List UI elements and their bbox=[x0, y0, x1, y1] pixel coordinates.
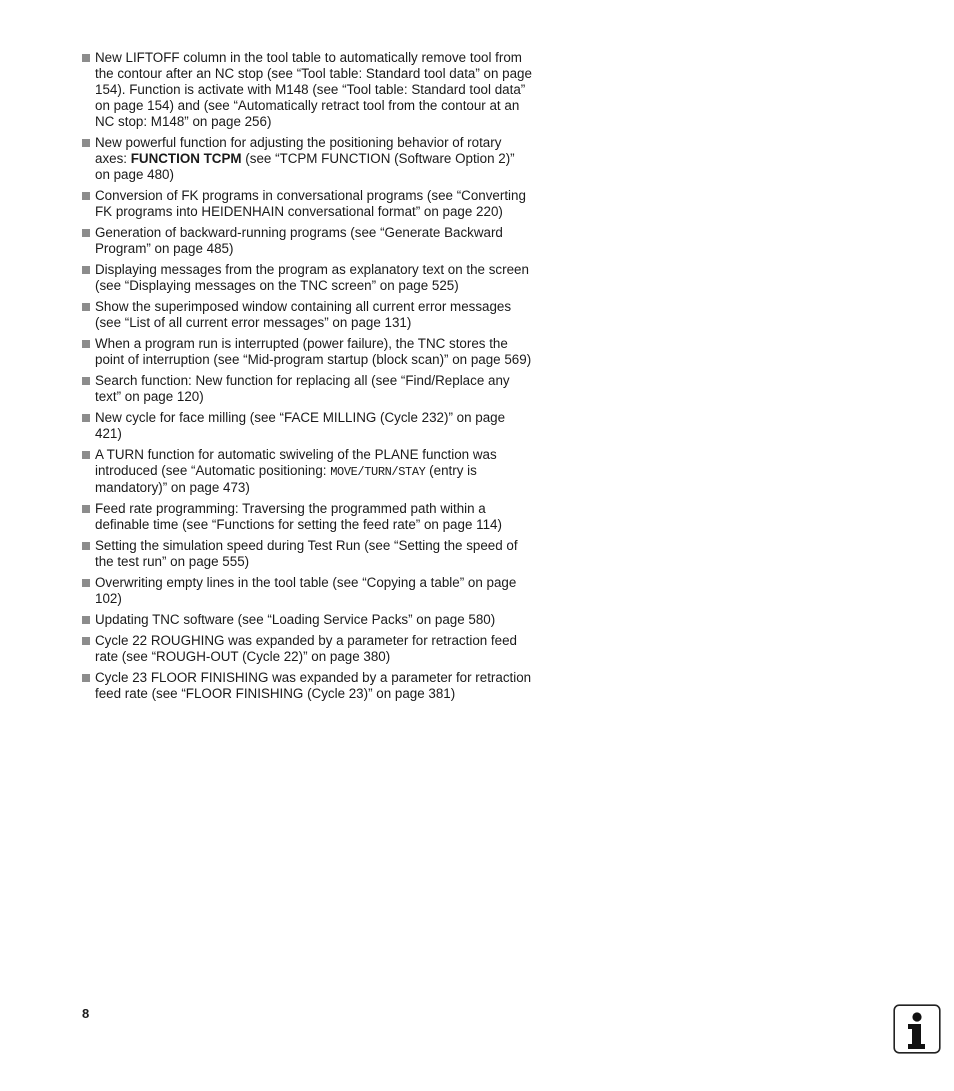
item-text: When a program run is interrupted (power failure), the TNC stores the point of interruption (see “Mid-program startup (block scan)” on page 569) bbox=[95, 336, 532, 367]
list-item bbox=[82, 262, 532, 294]
item-text: (see “TCPM FUNCTION (Software Option 2)” on page 480) bbox=[95, 151, 515, 182]
bold-keyword: FUNCTION TCPM bbox=[130, 151, 242, 166]
feature-list bbox=[82, 50, 532, 707]
info-icon bbox=[893, 1004, 941, 1054]
item-text: New LIFTOFF column in the tool table to automatically remove tool from the contour after an NC stop (see “Tool table: Standard tool data” on page 154). Function is activate with M148 (see “Tool table: Standard tool data” on page 154) and (see “Automatically retract tool from the contour at an NC stop: M148” on page 256) bbox=[95, 50, 532, 129]
item-text: Displaying messages from the program as explanatory text on the screen (see “Displaying messages on the TNC screen” on page 525) bbox=[95, 262, 529, 293]
list-item bbox=[82, 575, 532, 607]
item-text: Updating TNC software (see “Loading Service Packs” on page 580) bbox=[95, 612, 496, 627]
item-text: New cycle for face milling (see “FACE MILLING (Cycle 232)” on page 421) bbox=[95, 410, 506, 441]
item-text: Setting the simulation speed during Test Run (see “Setting the speed of the test run” on page 555) bbox=[95, 538, 518, 569]
item-text: A TURN function for automatic swiveling of the PLANE function was introduced (see “Automatic positioning: bbox=[95, 447, 497, 478]
list-item bbox=[82, 501, 532, 533]
item-text: New powerful function for adjusting the positioning behavior of rotary axes: bbox=[95, 135, 502, 166]
list-item bbox=[82, 225, 532, 257]
item-text: Cycle 23 FLOOR FINISHING was expanded by a parameter for retraction feed rate (see “FLOOR FINISHING (Cycle 23)” on page 381) bbox=[95, 670, 532, 701]
item-text: Cycle 22 ROUGHING was expanded by a parameter for retraction feed rate (see “ROUGH-OUT (Cycle 22)” on page 380) bbox=[95, 633, 517, 664]
item-text: Generation of backward-running programs (see “Generate Backward Program” on page 485) bbox=[95, 225, 503, 256]
list-item bbox=[82, 373, 532, 405]
item-text: Conversion of FK programs in conversational programs (see “Converting FK programs into HEIDENHAIN conversational format” on page 220) bbox=[95, 188, 526, 219]
list-item bbox=[82, 135, 532, 183]
list-item bbox=[82, 447, 532, 496]
code-keyword: MOVE/TURN/STAY bbox=[330, 465, 426, 479]
item-text: Feed rate programming: Traversing the programmed path within a definable time (see “Functions for setting the feed rate” on page 114) bbox=[95, 501, 502, 532]
item-text: Search function: New function for replacing all (see “Find/Replace any text” on page 120) bbox=[95, 373, 510, 404]
list-item bbox=[82, 612, 532, 628]
item-text: Overwriting empty lines in the tool table (see “Copying a table” on page 102) bbox=[95, 575, 517, 606]
list-item bbox=[82, 633, 532, 665]
list-item bbox=[82, 538, 532, 570]
list-item bbox=[82, 50, 532, 130]
page-number: 8 bbox=[82, 1006, 90, 1021]
item-text: (entry is mandatory)” on page 473) bbox=[95, 463, 477, 495]
list-item bbox=[82, 299, 532, 331]
item-text: Show the superimposed window containing all current error messages (see “List of all current error messages” on page 131) bbox=[95, 299, 512, 330]
list-item bbox=[82, 670, 532, 702]
list-item bbox=[82, 410, 532, 442]
list-item bbox=[82, 188, 532, 220]
list-item bbox=[82, 336, 532, 368]
